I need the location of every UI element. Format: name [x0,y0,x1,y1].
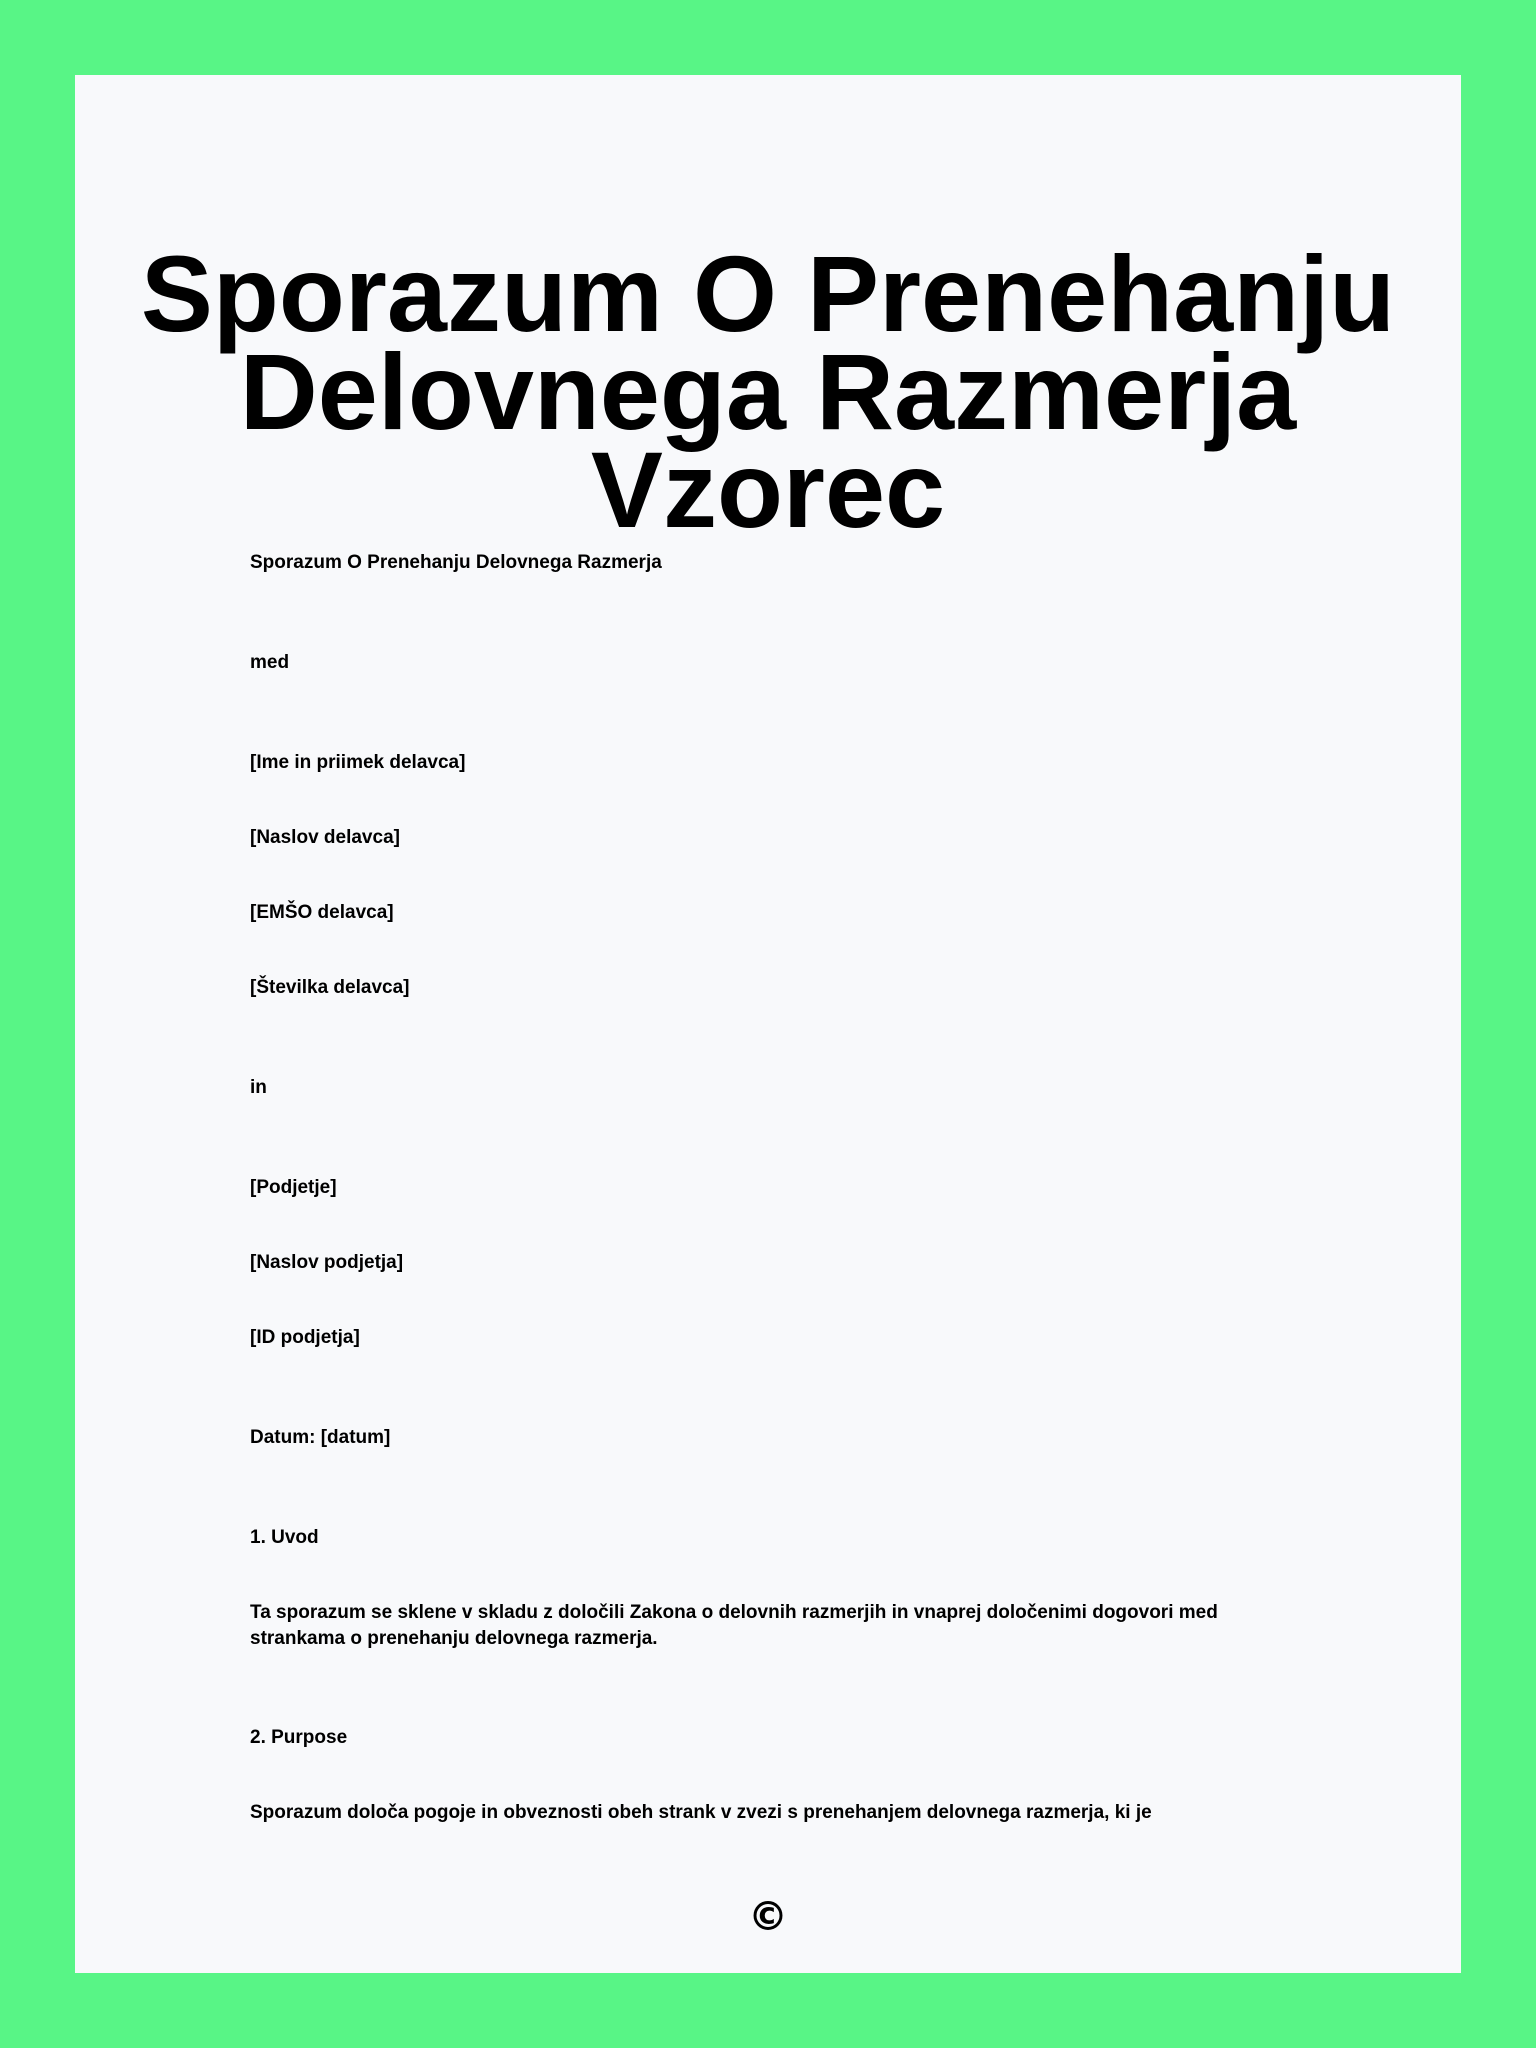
employee-name-placeholder: [Ime in priimek delavca] [250,752,466,773]
section-1-text: Ta sporazum se sklene v skladu z določili Zakona o delovnih razmerjih in vnaprej določenimi dogovori med strankama o prenehanju delovnega razmerja. [250,1602,1218,1649]
company-placeholder: [Podjetje] [250,1177,337,1198]
company-id-placeholder: [ID podjetja] [250,1327,360,1348]
page-title: Sporazum O Prenehanju Delovnega Razmerja Vzorec [140,233,1396,550]
company-address-placeholder: [Naslov podjetja] [250,1252,404,1273]
section-2-heading: 2. Purpose [250,1727,348,1748]
employee-address-placeholder: [Naslov delavca] [250,827,400,848]
document-heading: Sporazum O Prenehanju Delovnega Razmerja [250,552,662,573]
employee-emso-placeholder: [EMŠO delavca] [250,902,394,923]
date-line: Datum: [datum] [250,1427,391,1448]
copyright-icon: © [748,1894,788,1940]
between-label: med [250,652,290,673]
section-2-text: Sporazum določa pogoje in obveznosti obeh strank v zvezi s prenehanjem delovnega razmerja, ki je [250,1802,1152,1823]
document-page [75,75,1461,1973]
and-label: in [250,1077,267,1098]
employee-number-placeholder: [Številka delavca] [250,977,410,998]
section-1-heading: 1. Uvod [250,1527,319,1548]
